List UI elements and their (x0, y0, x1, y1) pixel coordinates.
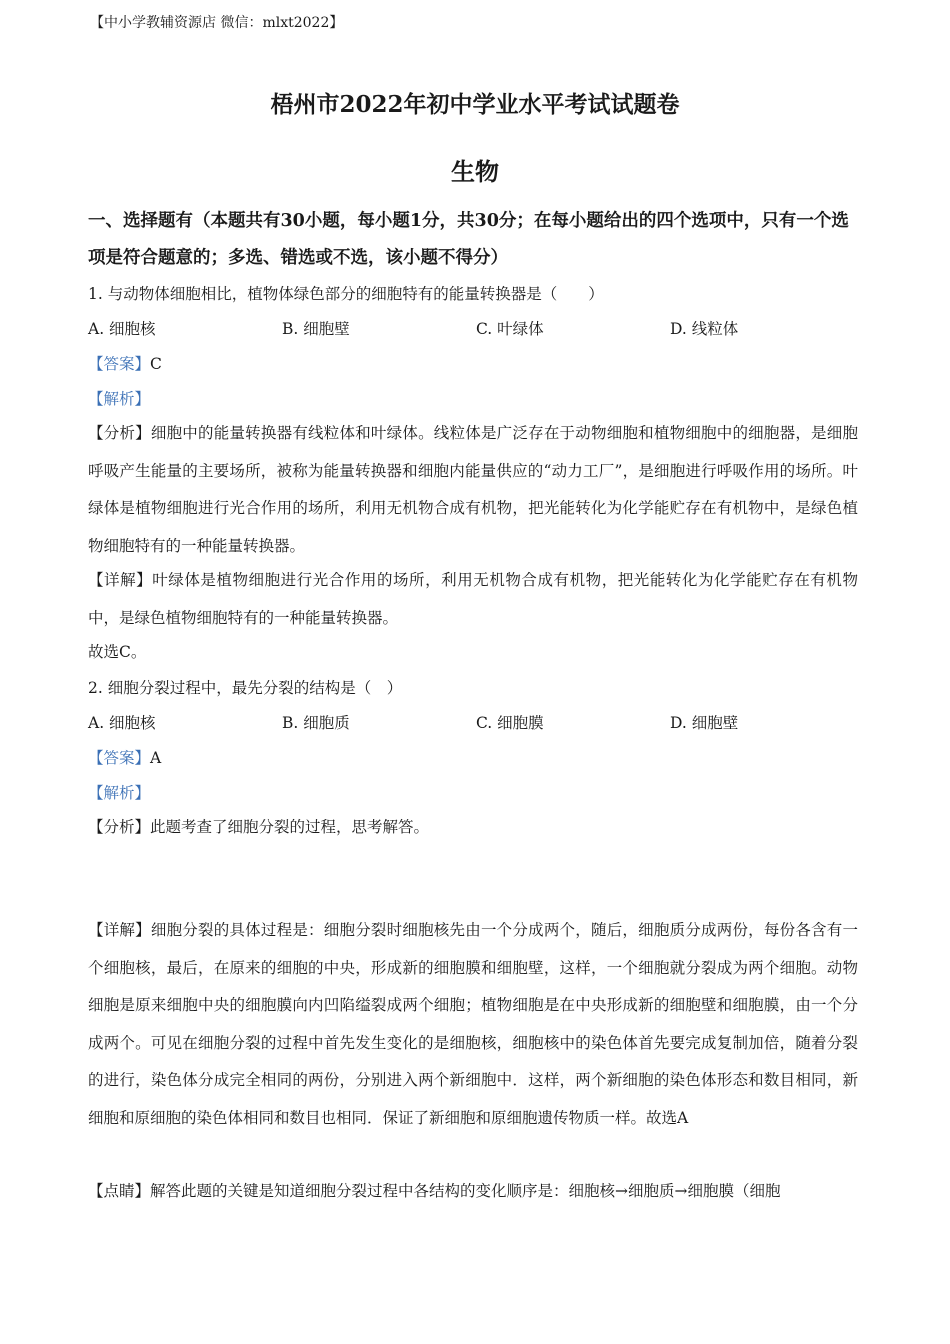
q2-analysis-header (88, 781, 858, 805)
q2-analysis-text: 此题考查了细胞分裂的过程，思考解答。 (150, 818, 430, 836)
q2-detail (88, 912, 858, 1137)
analysis-sub-label: 【分析】 (88, 818, 151, 836)
q1-option-c: C. 叶绿体 (476, 320, 544, 338)
header-note: 【中小学教辅资源店 微信：mlxt2022】 (90, 15, 344, 31)
answer-label: 【答案】 (88, 749, 151, 767)
q1-option-b: B. 细胞壁 (282, 320, 350, 338)
q1-analysis-text: 细胞中的能量转换器有线粒体和叶绿体。线粒体是广泛存在于动物细胞和植物细胞中的细胞器，是细胞呼吸产生能量的主要场所，被称为能量转换器和细胞内能量供应的“动力工厂”，是细胞进行呼吸作用的场所。叶绿体是植物细胞进行光合作用的场所，利用无机物合成有机物，把光能转化为化学能贮存在有机物中，是绿色植物细胞特有的一种能量转换器。 (88, 424, 858, 555)
analysis-label: 【解析】 (88, 390, 151, 408)
section-heading: 一、选择题有（本题共有30小题，每小题1分，共30分；在每小题给出的四个选项中，只有一个选项是符合题意的；多选、错选或不选，该小题不得分） (88, 211, 849, 268)
q1-conclusion: 故选C。 (88, 643, 147, 661)
analysis-sub-label: 【分析】 (88, 424, 151, 442)
answer-label: 【答案】 (88, 355, 151, 373)
q2-answer (88, 746, 858, 770)
q1-detail-text: 叶绿体是植物细胞进行光合作用的场所，利用无机物合成有机物，把光能转化为化学能贮存在有机物中，是绿色植物细胞特有的一种能量转换器。 (88, 571, 858, 627)
q1-options (88, 317, 868, 341)
detail-label: 【详解】 (88, 571, 153, 589)
q2-point-text: 解答此题的关键是知道细胞分裂过程中各结构的变化顺序是：细胞核→细胞质→细胞膜（细胞 (150, 1182, 781, 1200)
detail-label: 【详解】 (88, 921, 151, 939)
q2-stem: 2. 细胞分裂过程中，最先分裂的结构是（ ） (88, 679, 403, 697)
q2-answer-value: A (150, 749, 162, 767)
page-title: 梧州市2022年初中学业水平考试试题卷 (270, 91, 680, 118)
q2-option-a: A. 细胞核 (88, 714, 156, 732)
q2-point (88, 1179, 858, 1203)
analysis-label: 【解析】 (88, 784, 151, 802)
q2-analysis (88, 815, 858, 839)
q2-option-d: D. 细胞壁 (670, 714, 739, 732)
subject-title: 生物 (451, 157, 499, 186)
q1-option-d: D. 线粒体 (670, 320, 739, 338)
q1-detail (88, 562, 858, 637)
q1-answer (88, 352, 858, 376)
q2-option-b: B. 细胞质 (282, 714, 350, 732)
q1-analysis (88, 415, 858, 565)
q2-option-c: C. 细胞膜 (476, 714, 544, 732)
q2-options (88, 711, 868, 735)
q1-answer-value: C (150, 355, 162, 373)
q2-detail-text: 细胞分裂的具体过程是：细胞分裂时细胞核先由一个分成两个，随后，细胞质分成两份，每份各含有一个细胞核，最后，在原来的细胞的中央，形成新的细胞膜和细胞壁，这样，一个细胞就分裂成为两个细胞。动物细胞是原来细胞中央的细胞膜向内凹陷缢裂成两个细胞；植物细胞是在中央形成新的细胞壁和细胞膜，由一个分成两个。可见在细胞分裂的过程中首先发生变化的是细胞核，细胞核中的染色体首先要完成复制加倍，随着分裂的进行，染色体分成完全相同的两份，分别进入两个新细胞中．这样，两个新细胞的染色体形态和数目相同，新细胞和原细胞的染色体相同和数目也相同．保证了新细胞和原细胞遗传物质一样。故选A (88, 921, 858, 1127)
q1-option-a: A. 细胞核 (88, 320, 156, 338)
point-label: 【点睛】 (88, 1182, 151, 1200)
q1-stem: 1. 与动物体细胞相比，植物体绿色部分的细胞特有的能量转换器是（ ） (88, 285, 604, 303)
q1-analysis-header (88, 387, 858, 411)
